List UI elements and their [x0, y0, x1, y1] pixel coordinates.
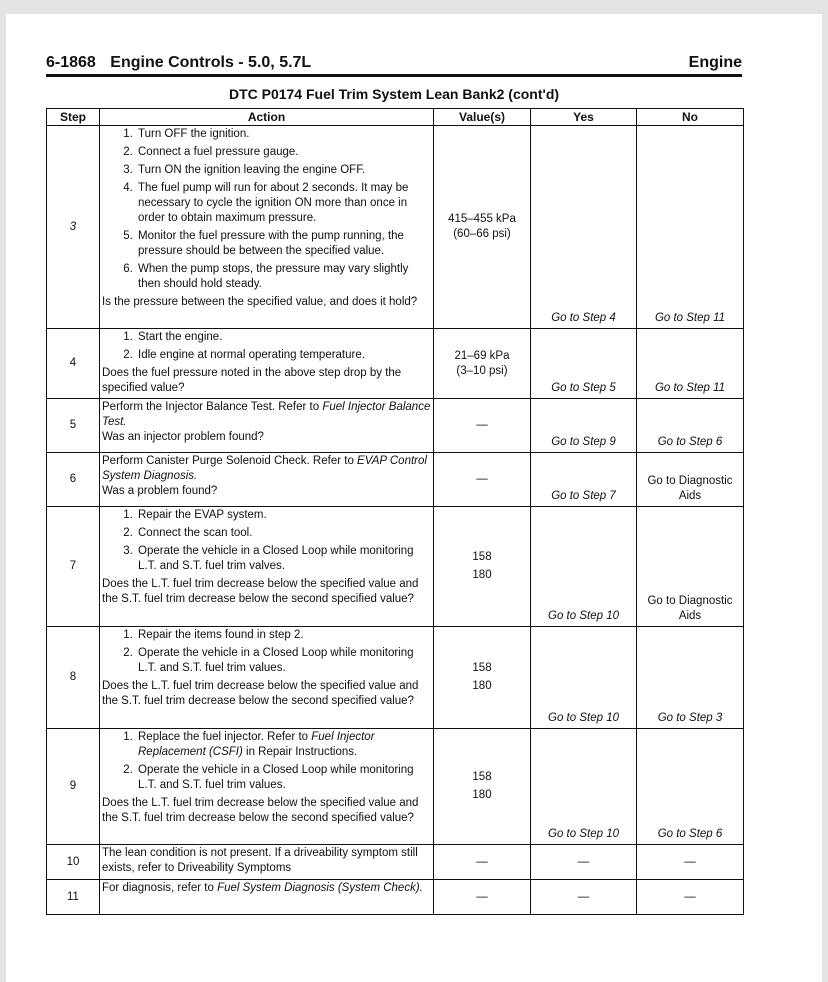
action-text: Replace the fuel injector. Refer to	[138, 731, 312, 743]
step-number: 11	[47, 880, 100, 915]
action-cell	[100, 729, 434, 845]
action-cell	[100, 507, 434, 627]
step-number: 8	[47, 627, 100, 729]
action-cell	[100, 126, 434, 329]
table-row	[47, 880, 744, 915]
procedure-reference: Fuel Injector Balance Test.	[102, 401, 431, 428]
action-item: 4. The fuel pump will run for about 2 seconds. It may be necessary to cycle the ignition ON more than once in order to obtain maximum pressure.	[136, 181, 433, 226]
value-line: 180	[472, 680, 492, 692]
yes-cell: Go to Step 10	[531, 729, 637, 845]
action-item: 5. Monitor the fuel pressure with the pump running, the pressure should be between the specified value.	[136, 229, 433, 259]
action-question: Does the L.T. fuel trim decrease below the specified value and the S.T. fuel trim decrease below the second specified value?	[102, 680, 419, 707]
action-list	[102, 730, 433, 793]
no-cell: Go to Diagnostic Aids	[637, 507, 744, 627]
action-item: 1. Start the engine.	[136, 330, 433, 345]
action-item: 2. Operate the vehicle in a Closed Loop while monitoring L.T. and S.T. fuel trim values.	[136, 646, 433, 676]
value-line: 158	[472, 662, 492, 674]
value-cell: —	[434, 453, 531, 507]
col-header-values: Value(s)	[434, 109, 531, 126]
col-header-yes: Yes	[531, 109, 637, 126]
yes-cell: Go to Step 10	[531, 627, 637, 729]
col-header-action: Action	[100, 109, 434, 126]
table-row	[47, 453, 744, 507]
value-line: 180	[472, 789, 492, 801]
value-line: 415–455 kPa	[448, 213, 516, 225]
action-item: 1. Repair the items found in step 2.	[136, 628, 433, 643]
no-cell: —	[637, 880, 744, 915]
procedure-reference: Fuel Injector Replacement (CSFI)	[138, 731, 375, 758]
action-list	[102, 628, 433, 676]
yes-cell: Go to Step 7	[531, 453, 637, 507]
no-cell: Go to Diagnostic Aids	[637, 453, 744, 507]
diagnostic-table	[46, 108, 744, 915]
action-question: Was an injector problem found?	[102, 431, 264, 443]
action-list	[102, 127, 433, 292]
action-question: Does the fuel pressure noted in the above step drop by the specified value?	[102, 367, 402, 394]
value-cell	[434, 126, 531, 329]
action-item: 2. Connect a fuel pressure gauge.	[136, 145, 433, 160]
table-row	[47, 126, 744, 329]
action-question: Is the pressure between the specified value, and does it hold?	[102, 296, 418, 308]
action-text: For diagnosis, refer to	[102, 882, 218, 894]
no-cell: —	[637, 845, 744, 880]
step-number: 6	[47, 453, 100, 507]
yes-cell: Go to Step 5	[531, 329, 637, 399]
no-cell: Go to Step 6	[637, 729, 744, 845]
action-item: 1. Repair the EVAP system.	[136, 508, 433, 523]
no-cell: Go to Step 6	[637, 399, 744, 453]
step-number: 5	[47, 399, 100, 453]
table-row	[47, 399, 744, 453]
col-header-no: No	[637, 109, 744, 126]
action-question: Was a problem found?	[102, 485, 218, 497]
action-cell	[100, 399, 434, 453]
value-line: 21–69 kPa	[454, 349, 510, 362]
table-row	[47, 627, 744, 729]
action-item: 3. Turn ON the ignition leaving the engine OFF.	[136, 163, 433, 178]
value-cell	[434, 627, 531, 729]
action-item	[136, 730, 433, 760]
action-list	[102, 508, 433, 574]
yes-cell: Go to Step 4	[531, 126, 637, 329]
value-cell: —	[434, 399, 531, 453]
action-text: in Repair Instructions.	[242, 746, 358, 758]
action-item: 6. When the pump stops, the pressure may vary slightly then should hold steady.	[136, 262, 433, 292]
manual-page	[6, 14, 822, 982]
yes-cell: Go to Step 9	[531, 399, 637, 453]
action-cell	[100, 880, 434, 915]
col-header-step: Step	[47, 109, 100, 126]
table-row	[47, 845, 744, 880]
action-item: 2. Operate the vehicle in a Closed Loop while monitoring L.T. and S.T. fuel trim values.	[136, 763, 433, 793]
yes-cell: —	[531, 880, 637, 915]
value-line: (3–10 psi)	[456, 364, 508, 377]
action-item: 1. Turn OFF the ignition.	[136, 127, 433, 142]
table-header-row	[47, 109, 744, 126]
table-title: DTC P0174 Fuel Trim System Lean Bank2 (cont'd)	[228, 86, 560, 102]
step-number: 4	[47, 329, 100, 399]
value-line: 180	[472, 569, 492, 581]
value-cell	[434, 507, 531, 627]
value-line: 158	[472, 771, 492, 783]
action-list	[102, 330, 433, 363]
step-number: 9	[47, 729, 100, 845]
section-label: Engine	[688, 54, 742, 71]
action-question: Does the L.T. fuel trim decrease below the specified value and the S.T. fuel trim decrease below the second specified value?	[102, 797, 419, 824]
procedure-reference: EVAP Control System Diagnosis.	[102, 455, 427, 482]
action-item: 3. Operate the vehicle in a Closed Loop while monitoring L.T. and S.T. fuel trim valves.	[136, 544, 433, 574]
action-text: The lean condition is not present. If a driveability symptom still exists, refer to Driveability Symptoms	[100, 845, 434, 880]
action-cell	[100, 329, 434, 399]
no-cell: Go to Step 11	[637, 329, 744, 399]
no-cell: Go to Step 3	[637, 627, 744, 729]
action-item: 2. Idle engine at normal operating temperature.	[136, 348, 433, 363]
value-line: 158	[472, 551, 492, 563]
table-row	[47, 329, 744, 399]
no-cell: Go to Step 11	[637, 126, 744, 329]
value-cell: —	[434, 880, 531, 915]
action-text: Perform the Injector Balance Test. Refer to	[102, 401, 323, 413]
yes-cell: —	[531, 845, 637, 880]
step-number: 10	[47, 845, 100, 880]
value-cell	[434, 329, 531, 399]
page-number: 6-1868	[46, 54, 96, 71]
action-item: 2. Connect the scan tool.	[136, 526, 433, 541]
action-cell	[100, 453, 434, 507]
section-title: Engine Controls - 5.0, 5.7L	[110, 54, 312, 71]
yes-cell: Go to Step 10	[531, 507, 637, 627]
value-cell: —	[434, 845, 531, 880]
action-cell	[100, 627, 434, 729]
procedure-reference: Fuel System Diagnosis (System Check).	[217, 882, 423, 894]
table-row	[47, 729, 744, 845]
action-text: Perform Canister Purge Solenoid Check. Refer to	[102, 455, 358, 467]
table-row	[47, 507, 744, 627]
value-line: (60–66 psi)	[453, 228, 511, 240]
step-number: 7	[47, 507, 100, 627]
action-question: Does the L.T. fuel trim decrease below the specified value and the S.T. fuel trim decrease below the second specified value?	[102, 578, 419, 605]
step-number: 3	[47, 126, 100, 329]
header-rule	[46, 74, 742, 77]
value-cell	[434, 729, 531, 845]
